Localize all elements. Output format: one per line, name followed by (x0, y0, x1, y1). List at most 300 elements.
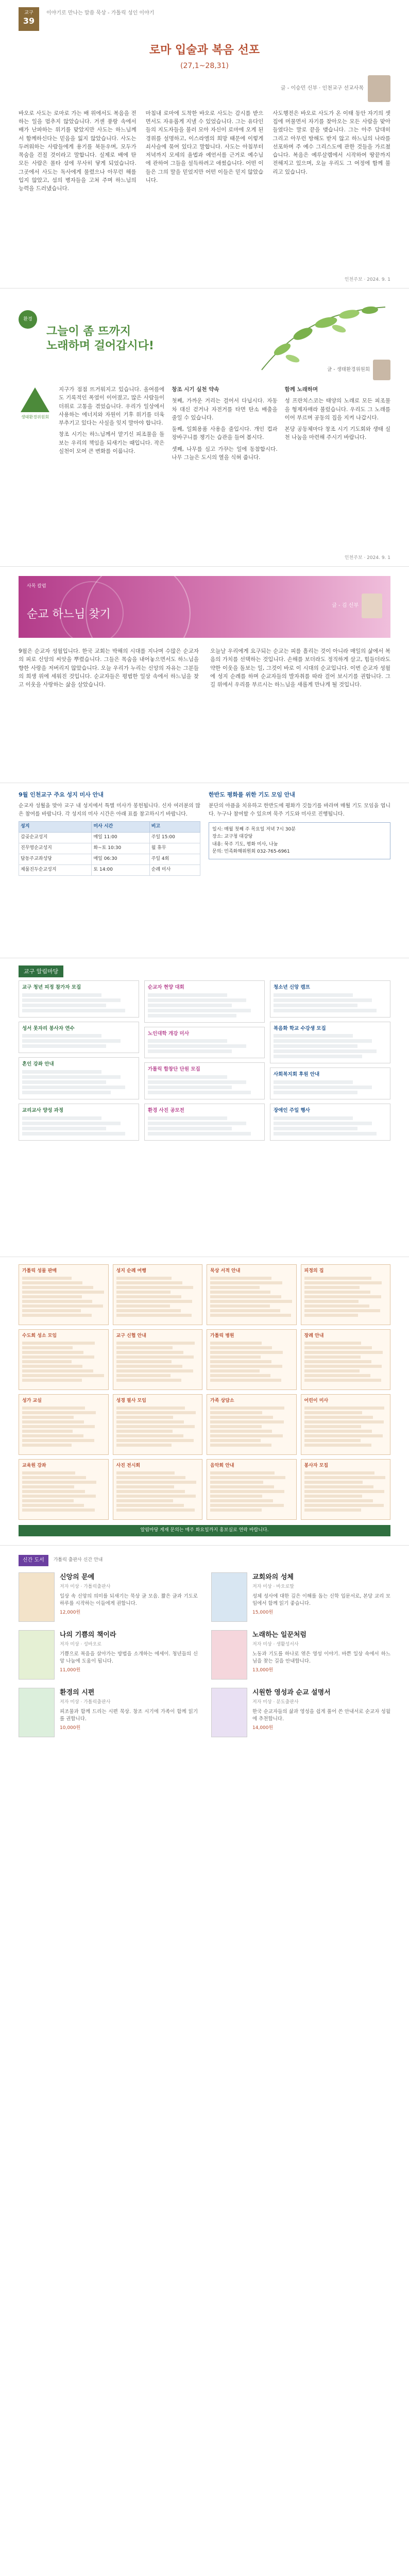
ad-text-line (304, 1374, 370, 1377)
ad-text-line (210, 1490, 284, 1493)
ad-text-line (210, 1495, 262, 1498)
notice-text-line (274, 1044, 357, 1048)
notice-text-line (274, 1116, 353, 1120)
ad-text-line (116, 1286, 193, 1289)
book-title: 나의 기쁨의 책이라 (60, 1631, 116, 1639)
ad-text-line (210, 1291, 270, 1294)
ad-text-line (304, 1490, 385, 1493)
notice-text-line (274, 1127, 357, 1130)
book-list (19, 1572, 390, 1737)
table-row (19, 832, 200, 843)
ad-heading: 묵상 서적 안내 (210, 1268, 241, 1274)
ad-text-line (22, 1406, 85, 1410)
books-section (0, 1546, 409, 1844)
environment-section (0, 289, 409, 567)
ad-text-line (116, 1430, 173, 1433)
ad-text-line (22, 1481, 96, 1484)
schedule-item: 내용: 묵주 기도, 평화 미사, 나눔 (212, 841, 278, 847)
classified-ad (207, 1329, 297, 1390)
book-cover (19, 1572, 55, 1622)
notice-text-line (22, 1086, 125, 1089)
ad-text-line (116, 1471, 175, 1475)
ad-text-line (22, 1342, 95, 1345)
book-price: 13,000원 (252, 1668, 274, 1673)
table-cell: 매일 11:00 (92, 832, 149, 843)
notice-text-line (274, 1009, 377, 1012)
ad-text-line (22, 1509, 95, 1512)
notice-text-line (22, 1122, 121, 1125)
notice-text-line (22, 1127, 106, 1130)
ad-text-line (116, 1346, 173, 1349)
env-subheading: 함께 노래하며 (284, 386, 318, 393)
ad-text-line (22, 1420, 84, 1423)
ad-text-line (116, 1420, 184, 1423)
classified-ad (19, 1264, 109, 1325)
ad-heading: 가족 상담소 (210, 1398, 234, 1403)
ad-text-line (210, 1374, 270, 1377)
notice-section (0, 783, 409, 958)
leaf-logo-icon (21, 387, 49, 412)
ad-text-line (22, 1309, 81, 1312)
ad-text-line (22, 1355, 94, 1359)
notice-heading: 혼인 강좌 안내 (22, 1061, 54, 1067)
ad-text-line (304, 1439, 361, 1442)
notice-heading: 노인대학 개강 미사 (148, 1030, 190, 1037)
ad-heading: 봉사자 모집 (304, 1463, 329, 1468)
ad-text-line (116, 1369, 193, 1372)
classified-ad (19, 1394, 109, 1455)
ad-text-line (116, 1434, 183, 1437)
ad-heading: 피정의 집 (304, 1268, 324, 1274)
ad-text-line (116, 1439, 194, 1442)
env-paragraph: 성 프란치스코는 태양의 노래로 모든 피조물을 형제자매라 불렀습니다. 우리도 그 노래를 이어 부르며 공동의 집을 지켜 나갑시다. (284, 398, 390, 421)
ad-text-line (210, 1277, 271, 1280)
ad-text-line (210, 1439, 261, 1442)
ad-text-line (304, 1277, 371, 1280)
environment-column-1 (59, 385, 164, 465)
book-cover (211, 1688, 247, 1737)
classified-ad (207, 1394, 297, 1455)
book-price: 12,000원 (60, 1610, 81, 1616)
classified-ad (301, 1329, 391, 1390)
author-line: 글 - 이승민 신부 · 인천교구 선교사목 (280, 86, 364, 92)
ad-heading: 성지 순례 여행 (116, 1268, 146, 1274)
ad-text-line (210, 1509, 262, 1512)
ad-text-line (210, 1286, 260, 1289)
ad-text-line (304, 1425, 362, 1428)
ad-text-line (116, 1281, 182, 1284)
ad-text-line (22, 1471, 75, 1475)
column-body-2: 오늘날 우리에게 요구되는 순교는 피를 흘리는 것이 아니라 매일의 삶에서 복음의 가치를 선택하는 것입니다. 손해를 보더라도 정직하게 살고, 힘들더라도 약한 이웃을 돌보는 일, 그것이 바로 이 시대의 순교입니다. 이번 순교자 성월에 성지 순례를 하며 순교자들의 발자취를 따라 걸어 보시기를 권합니다. 그 길 위에서 우리를 부르시는 하느님을 새롭게 만나게 될 것입니다. (210, 648, 390, 688)
notice-text-line (148, 1127, 232, 1130)
env-paragraph: 둘째, 일회용품 사용을 줄입시다. 개인 컵과 장바구니를 챙기는 습관을 들여 봅시다. (172, 426, 278, 441)
notice-heading: 청소년 신앙 캠프 (274, 985, 310, 991)
ad-text-line (116, 1355, 194, 1359)
ad-text-line (116, 1490, 185, 1493)
ad-text-line (210, 1309, 280, 1312)
notice-heading: 복음화 학교 수강생 모집 (274, 1025, 326, 1031)
book-title: 신앙의 문예 (60, 1573, 95, 1581)
ad-text-line (116, 1411, 196, 1414)
book-info (60, 1572, 198, 1622)
ad-text-line (210, 1471, 275, 1475)
notice-text-line (22, 1044, 106, 1048)
book-cover (19, 1630, 55, 1680)
ad-text-line (22, 1300, 92, 1303)
environment-title (46, 325, 154, 353)
classified-ad (301, 1264, 391, 1325)
book-item (19, 1572, 198, 1622)
column-section (0, 567, 409, 783)
book-description: 노동과 기도를 하나로 엮은 영성 이야기. 바쁜 일상 속에서 하느님을 찾는 길을 안내합니다. (252, 1651, 390, 1665)
ad-heading: 사진 전시회 (116, 1463, 141, 1468)
classified-ad (301, 1394, 391, 1455)
ad-text-line (22, 1434, 83, 1437)
books-note: 가톨릭 출판사 신간 안내 (53, 1557, 103, 1563)
peace-prayer-guide (209, 790, 390, 879)
notice-heading: 사회복지회 후원 안내 (274, 1072, 320, 1078)
mass-table (19, 821, 200, 876)
notice-item (270, 1067, 390, 1099)
page-badge (19, 7, 39, 31)
notice-text-line (148, 993, 227, 997)
notice-text-line (22, 1009, 125, 1012)
ad-heading: 음악회 안내 (210, 1463, 234, 1468)
ad-text-line (22, 1346, 73, 1349)
notice-heading: 성서 못자리 봉사자 연수 (22, 1025, 75, 1031)
notice-text-line (274, 993, 353, 997)
ad-text-line (210, 1365, 282, 1368)
book-author: 저자 미상 · 성바오로 (60, 1641, 101, 1647)
ad-text-line (22, 1430, 73, 1433)
notice-heading: 환경 사진 공모전 (148, 1108, 184, 1114)
notice-text-line (148, 1004, 232, 1007)
notice-text-line (274, 1132, 377, 1136)
book-description: 피조물과 함께 드리는 시편 묵상. 창조 시기에 가족이 함께 읽기를 권합니다. (60, 1708, 198, 1722)
book-info (252, 1688, 390, 1737)
ad-text-line (22, 1314, 92, 1317)
environment-column-3 (285, 385, 390, 465)
classifieds-section (0, 1257, 409, 1546)
column-tag: 사목 칼럼 (27, 584, 46, 589)
table-header: 미사 시간 (92, 822, 149, 833)
notice-item (19, 980, 139, 1018)
ad-text-line (116, 1499, 174, 1502)
classified-ad (113, 1329, 203, 1390)
book-item (19, 1688, 198, 1737)
ad-text-line (116, 1365, 182, 1368)
ad-text-line (210, 1379, 281, 1382)
ad-text-line (116, 1504, 184, 1507)
article-subtitle: (27,1~28,31) (180, 62, 229, 71)
ad-text-line (210, 1476, 285, 1479)
schedule-item: 일시: 매월 첫째 주 목요일 저녁 7시 30분 (212, 827, 296, 833)
ad-text-line (210, 1499, 273, 1502)
table-header: 비고 (149, 822, 200, 833)
notice-heading: 교구 청년 피정 참가자 모집 (22, 985, 81, 991)
notice-text-line (22, 998, 121, 1002)
notice-text-line (22, 1034, 101, 1038)
notice-text-line (274, 1034, 353, 1038)
ad-text-line (304, 1309, 381, 1312)
notice-text-line (274, 1004, 357, 1007)
table-cell: 순례 미사 (149, 865, 200, 875)
ad-text-line (210, 1346, 272, 1349)
ad-heading: 가톨릭 병원 (210, 1333, 234, 1338)
book-info (252, 1630, 390, 1680)
ad-heading: 교육원 강좌 (22, 1463, 46, 1468)
table-row (19, 854, 200, 865)
ad-text-line (210, 1295, 281, 1298)
notice-text-line (148, 1116, 227, 1120)
table-cell: 화~토 10:30 (92, 843, 149, 854)
ad-text-line (116, 1379, 182, 1382)
notice-item (144, 1104, 265, 1141)
ad-text-line (210, 1430, 272, 1433)
title-line-2: 노래하며 걸어갑시다! (46, 339, 154, 352)
ad-text-line (304, 1406, 385, 1410)
ad-text-line (210, 1314, 291, 1317)
author-avatar (368, 75, 390, 102)
table-cell: 매일 06:30 (92, 854, 149, 865)
ad-text-line (210, 1351, 283, 1354)
body-column-2: 마침내 로마에 도착한 바오로 사도는 감시를 받으면서도 자유롭게 지낼 수 있었습니다. 그는 유다인들의 지도자들을 불러 모아 자신이 로마에 오게 된 경위를 설명하고, 이스라엘의 희망 때문에 이렇게 쇠사슬에 묶여 있다고 말합니다. 사도는 아침부터 저녁까지 모세의 율법과 예언서를 근거로 예수님에 관하여 그들을 설득하려고 애썼습니다. 어떤 이들은 그의 말을 믿었지만 어떤 이들은 믿지 않았습니다. (145, 110, 264, 183)
ad-text-line (22, 1444, 72, 1447)
classifieds-grid (19, 1264, 390, 1520)
book-author: 저자 미상 · 가톨릭출판사 (60, 1699, 111, 1705)
notice-text-line (22, 1039, 121, 1043)
table-cell: 제물진두순교성지 (19, 865, 92, 875)
notice-text-line (148, 1080, 246, 1084)
notice-text-line (274, 1086, 372, 1089)
article-title: 로마 입술과 복음 선포 (149, 43, 260, 57)
book-title: 환경의 시편 (60, 1688, 95, 1697)
ad-heading: 성가 교실 (22, 1398, 42, 1403)
mass-guide (19, 790, 200, 879)
notice-heading: 가톨릭 합창단 단원 모집 (148, 1066, 200, 1073)
book-title: 시원한 영성과 순교 설명서 (252, 1688, 331, 1697)
column-title: 순교 하느님 찾기 (27, 608, 111, 621)
ad-text-line (304, 1369, 360, 1372)
peace-heading: 한반도 평화를 위한 기도 모임 안내 (209, 791, 295, 798)
ad-text-line (304, 1485, 374, 1488)
ad-text-line (304, 1379, 381, 1382)
classified-ad (19, 1459, 109, 1520)
table-row (19, 865, 200, 875)
ad-text-line (210, 1406, 284, 1410)
notice-item (19, 1057, 139, 1099)
notice-text-line (22, 1004, 106, 1007)
classified-ad (113, 1264, 203, 1325)
ad-text-line (304, 1504, 384, 1507)
ad-text-line (116, 1342, 195, 1345)
ad-text-line (22, 1374, 104, 1377)
page-badge-label: 교구 (24, 10, 33, 15)
schedule-item: 문의: 민족화해위원회 032-765-6961 (212, 849, 290, 855)
ad-heading: 장례 안내 (304, 1333, 324, 1338)
ad-text-line (116, 1476, 186, 1479)
ad-text-line (116, 1406, 185, 1410)
book-info (60, 1630, 198, 1680)
book-author: 저자 미상 · 분도출판사 (252, 1699, 299, 1705)
ad-text-line (22, 1416, 74, 1419)
page-footer: 인천주보 · 2024. 9. 1 (344, 277, 390, 283)
ad-text-line (210, 1485, 274, 1488)
column-author-avatar (362, 594, 382, 618)
table-header: 성지 (19, 822, 92, 833)
notice-item (270, 1104, 390, 1141)
book-description: 성체 성사에 대한 깊은 이해를 돕는 신학 입문서로, 본당 교리 모임에서 함께 읽기 좋습니다. (252, 1593, 390, 1607)
book-info (60, 1688, 198, 1737)
ad-text-line (304, 1434, 383, 1437)
ad-text-line (116, 1509, 195, 1512)
ad-text-line (304, 1314, 358, 1317)
mass-guide-body: 순교자 성월을 맞아 교구 내 성지에서 특별 미사가 봉헌됩니다. 신자 여러분의 많은 참여를 바랍니다. 각 성지의 미사 시간은 아래 표를 참고하시기 바랍니다. (19, 803, 200, 817)
ad-text-line (304, 1355, 361, 1359)
ad-text-line (22, 1277, 72, 1280)
notice-text-line (148, 1091, 251, 1094)
series-title: 이야기로 만나는 말씀 묵상 - 가톨릭 성인 이야기 (46, 10, 155, 16)
ad-text-line (22, 1485, 74, 1488)
notice-item (270, 980, 390, 1018)
notice-item (144, 1027, 265, 1059)
peace-schedule (209, 822, 390, 859)
peace-body: 분단의 아픔을 치유하고 한반도에 평화가 깃들기를 바라며 매월 기도 모임을 엽니다. 누구나 참여할 수 있으며 묵주 기도와 미사로 진행됩니다. (209, 803, 390, 817)
classifieds-footer: 알림마당 게재 문의는 매주 화요일까지 홍보실로 연락 바랍니다. (19, 1525, 390, 1536)
ad-text-line (304, 1499, 373, 1502)
schedule-item: 장소: 교구청 대강당 (212, 834, 253, 840)
notice-text-line (148, 1049, 232, 1053)
ad-text-line (210, 1281, 282, 1284)
ad-text-line (116, 1485, 174, 1488)
ad-text-line (116, 1314, 192, 1317)
notice-text-line (148, 1132, 251, 1136)
notice-text-line (148, 1075, 227, 1079)
classified-ad (207, 1459, 297, 1520)
notice-item (19, 1104, 139, 1141)
notice-text-line (274, 1039, 372, 1043)
body-column-3: 사도행전은 바오로 사도가 온 이태 동안 자기의 셋집에 머물면서 자기를 찾아오는 모든 사람을 맞아들였다는 말로 끝을 맺습니다. 그는 아주 담대히 그리고 아무런 방해도 받지 않고 하느님의 나라를 선포하며 주 예수 그리스도에 관한 것들을 가르쳤습니다. 복음은 예루살렘에서 시작하여 땅끝까지 전해지고 있으며, 오늘 우리도 그 여정에 함께 불리고 있습니다. (272, 110, 391, 175)
column-body-1: 9월은 순교자 성월입니다. 한국 교회는 박해의 시대를 지나며 수많은 순교자의 피로 신앙의 씨앗을 뿌렸습니다. 그들은 목숨을 내어놓으면서도 하느님을 향한 사랑을 저버리지 않았습니다. 오늘 우리가 누리는 신앙의 자유는 그분들의 희생 위에 세워진 것입니다. 순교자들은 평범한 일상 속에서 하느님을 찾고 이웃을 사랑하는 삶을 살았습니다. (19, 648, 199, 688)
ad-text-line (210, 1300, 292, 1303)
table-cell: 갑곶순교성지 (19, 832, 92, 843)
ad-text-line (22, 1504, 84, 1507)
ad-text-line (116, 1495, 196, 1498)
ad-text-line (304, 1411, 362, 1414)
env-paragraph: 본당 공동체마다 창조 시기 기도회와 생태 실천 나눔을 마련해 주시기 바랍니다. (284, 426, 390, 441)
table-cell: 진무영순교성지 (19, 843, 92, 854)
mass-guide-heading: 9월 인천교구 주요 성지 미사 안내 (19, 791, 104, 798)
ad-text-line (304, 1286, 360, 1289)
ad-text-line (210, 1342, 262, 1345)
ad-text-line (304, 1495, 362, 1498)
ad-text-line (210, 1434, 283, 1437)
section-badge: 환경 (19, 310, 37, 329)
table-cell: 답동주교좌성당 (19, 854, 92, 865)
ad-text-line (116, 1309, 181, 1312)
ad-text-line (304, 1476, 385, 1479)
notice-text-line (22, 1116, 101, 1120)
ad-text-line (22, 1425, 95, 1428)
ad-text-line (22, 1490, 85, 1493)
book-price: 10,000원 (60, 1725, 81, 1731)
notice-text-line (22, 1070, 101, 1074)
ad-text-line (22, 1411, 96, 1414)
page-footer: 인천주보 · 2024. 9. 1 (344, 555, 390, 561)
ad-text-line (304, 1444, 371, 1447)
ad-text-line (116, 1277, 172, 1280)
book-info (252, 1572, 390, 1622)
notice-text-line (148, 1122, 246, 1125)
notice-text-line (148, 1039, 227, 1043)
env-paragraph: 첫째, 가까운 거리는 걸어서 다닙시다. 자동차 대신 걷거나 자전거를 타면 탄소 배출을 줄일 수 있습니다. (172, 398, 278, 421)
ad-text-line (116, 1300, 193, 1303)
ad-text-line (210, 1304, 270, 1308)
notice-text-line (22, 1075, 121, 1079)
ad-heading: 어린이 미사 (304, 1398, 329, 1403)
classified-ad (113, 1394, 203, 1455)
ad-text-line (304, 1281, 382, 1284)
table-cell: 주일 4회 (149, 854, 200, 865)
ad-text-line (210, 1504, 284, 1507)
ad-text-line (22, 1286, 93, 1289)
ad-text-line (22, 1439, 94, 1442)
ad-text-line (210, 1369, 260, 1372)
ad-text-line (22, 1360, 72, 1363)
environment-author-name: 글 - 생태환경위원회 (327, 366, 370, 372)
ad-text-line (210, 1355, 261, 1359)
book-cover (211, 1630, 247, 1680)
ad-text-line (22, 1476, 86, 1479)
ad-text-line (304, 1430, 372, 1433)
ad-text-line (116, 1295, 182, 1298)
ad-text-line (210, 1425, 262, 1428)
book-item (211, 1688, 390, 1737)
ad-text-line (116, 1444, 172, 1447)
classified-ad (19, 1329, 109, 1390)
ad-text-line (22, 1495, 96, 1498)
book-description: 한국 순교자들의 삶과 영성을 쉽게 풀어 쓴 안내서로 순교자 성월에 추천합니다. (252, 1708, 390, 1722)
ad-text-line (210, 1444, 271, 1447)
notice-text-line (148, 1086, 232, 1089)
ad-text-line (116, 1374, 171, 1377)
notice-text-line (274, 1049, 377, 1053)
env-paragraph: 창조 시기는 하느님께서 맡기신 피조물을 돌보는 우리의 책임을 되새기는 때입니다. 작은 실천이 모여 큰 변화를 이룹니다. (59, 431, 165, 454)
notice-heading: 장애인 주일 행사 (274, 1108, 310, 1114)
ad-text-line (22, 1304, 103, 1308)
column-author (332, 594, 382, 618)
ad-text-line (304, 1365, 382, 1368)
book-price: 11,000원 (60, 1668, 81, 1673)
ad-text-line (210, 1416, 273, 1419)
notice-text-line (148, 1014, 236, 1018)
book-item (19, 1630, 198, 1680)
ad-text-line (304, 1360, 371, 1363)
body-column-1: 바오로 사도는 로마로 가는 배 위에서도 복음을 전하는 일을 멈추지 않았습니다. 거센 풍랑 속에서 배가 난파하는 위기를 맞았지만 사도는 하느님께서 함께하신다는 믿음을 잃지 않았습니다. 사도는 두려워하는 사람들에게 용기를 북돋우며, 모두가 목숨을 건질 것이라고 말합니다. 실제로 배에 탄 모든 사람은 몰타 섬에 무사히 닿게 되었습니다. 그곳에서 사도는 독사에게 물렸으나 아무런 해를 입지 않았고, 섬의 병자들을 고쳐 주며 하느님의 능력을 드러냈습니다. (19, 110, 137, 192)
ad-text-line (22, 1379, 82, 1382)
ad-text-line (116, 1291, 171, 1294)
ad-text-line (22, 1295, 82, 1298)
bible-reflection-section (0, 0, 409, 289)
book-author: 저자 미상 · 생활성서사 (252, 1641, 299, 1647)
ad-heading: 성경 필사 모임 (116, 1398, 146, 1403)
notice-item (144, 980, 265, 1023)
ad-text-line (22, 1351, 83, 1354)
notice-text-line (22, 1080, 106, 1084)
classified-ad (301, 1459, 391, 1520)
book-item (211, 1630, 390, 1680)
table-cell: 토 14:00 (92, 865, 149, 875)
